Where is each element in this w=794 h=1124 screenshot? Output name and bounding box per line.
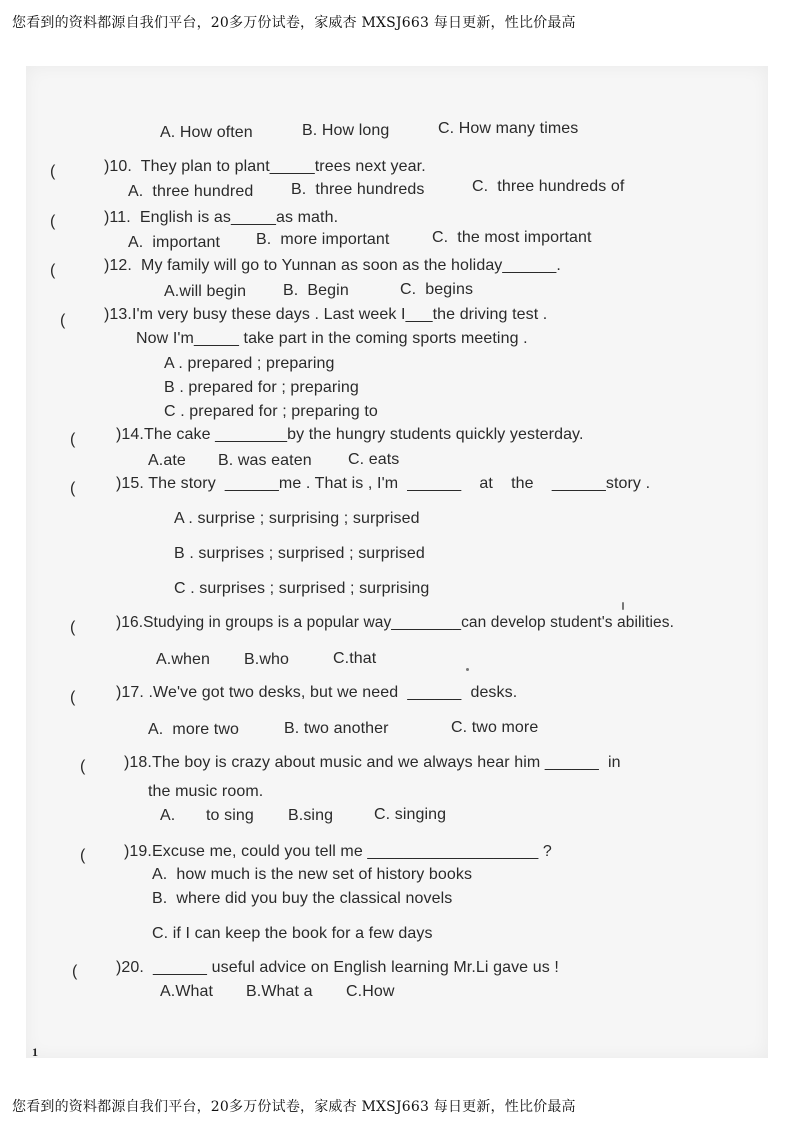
answer-bracket: ( [50,163,56,180]
question-14-option-b: B. was eaten [218,452,312,469]
question-16-option-a: A.when [156,651,210,668]
question-19-stem: )19.Excuse me, could you tell me ___________________ ? [124,843,552,860]
question-13-stem: )13.I'm very busy these days . Last week I___the driving test . [104,306,548,323]
question-19-option-c: C. if I can keep the book for a few days [152,925,433,942]
answer-bracket: ( [70,619,76,636]
answer-bracket: ( [80,847,86,864]
question-20-stem: )20. ______ useful advice on English learning Mr.Li gave us ! [116,959,559,976]
scan-speck [466,668,469,671]
question-20-option-a: A.What [160,983,214,1000]
question-15-stem: )15. The story ______me . That is , I'm ______ at the ______story . [116,475,651,492]
answer-bracket: ( [70,431,76,448]
question-16-option-c: C.that [333,650,377,667]
scan-speck [622,602,624,610]
question-18-stem-line2: the music room. [148,783,264,800]
question-20-option-b: B.What a [246,983,313,1000]
question-10-stem: )10. They plan to plant_____trees next year. [104,158,426,175]
question-14-stem: )14.The cake ________by the hungry students quickly yesterday. [116,426,584,443]
question-19-option-b: B. where did you buy the classical novels [152,890,453,907]
question-15-option-a: A . surprise ; surprising ; surprised [174,510,420,527]
question-19-option-a: A. how much is the new set of history books [152,866,473,883]
question-15-option-c: C . surprises ; surprised ; surprising [174,580,430,597]
question-11-option-b: B. more important [256,231,390,248]
question-11-stem: )11. English is as_____as math. [104,209,339,226]
question-18-option-b: B.sing [288,807,334,824]
answer-bracket: ( [80,758,86,775]
answer-bracket: ( [72,963,78,980]
answer-bracket: ( [70,689,76,706]
question-18-stem: )18.The boy is crazy about music and we always hear him ______ in [124,754,621,771]
question-10-option-b: B. three hundreds [291,181,425,198]
question-11-option-c: C. the most important [432,229,592,246]
question-17-option-b: B. two another [284,720,389,737]
question-17-option-a: A. more two [148,721,240,738]
question-18-option-a-text: to sing [206,807,254,824]
question-13-stem-line2: Now I'm_____ take part in the coming sports meeting . [136,330,528,347]
answer-bracket: ( [60,312,66,329]
question-10-option-c: C. three hundreds of [472,178,625,195]
answer-bracket: ( [70,480,76,497]
question-12-option-b: B. Begin [283,282,349,299]
prev-option-c: C. How many times [438,120,579,137]
question-10-option-a: A. three hundred [128,183,254,200]
question-13-option-b: B . prepared for ; preparing [164,379,359,396]
question-20-option-c: C.How [346,983,395,1000]
answer-bracket: ( [50,213,56,230]
prev-option-b: B. How long [302,122,390,139]
answer-bracket: ( [50,262,56,279]
question-12-stem: )12. My family will go to Yunnan as soon as the holiday______. [104,257,561,274]
question-12-option-a: A.will begin [164,283,247,300]
question-13-option-a: A . prepared ; preparing [164,355,335,372]
question-17-option-c: C. two more [451,719,539,736]
question-12-option-c: C. begins [400,281,474,298]
question-14-option-a: A.ate [148,452,186,469]
question-18-option-a: A. [160,807,176,824]
question-16-option-b: B.who [244,651,289,668]
watermark-top: 您看到的资料都源自我们平台，20多万份试卷，家威杏 MXSJ663 每日更新，性比价最高 [12,15,576,31]
question-14-option-c: C. eats [348,451,400,468]
question-13-option-c: C . prepared for ; preparing to [164,403,378,420]
question-18-option-c: C. singing [374,806,447,823]
question-17-stem: )17. .We've got two desks, but we need ______ desks. [116,684,518,701]
question-16-stem: )16.Studying in groups is a popular way________can develop student's abilities. [116,614,675,631]
page-number: 1 [32,1045,38,1059]
question-11-option-a: A. important [128,234,221,251]
watermark-bottom: 您看到的资料都源自我们平台，20多万份试卷，家威杏 MXSJ663 每日更新，性比价最高 [12,1099,576,1115]
question-15-option-b: B . surprises ; surprised ; surprised [174,545,425,562]
prev-option-a: A. How often [160,124,253,141]
